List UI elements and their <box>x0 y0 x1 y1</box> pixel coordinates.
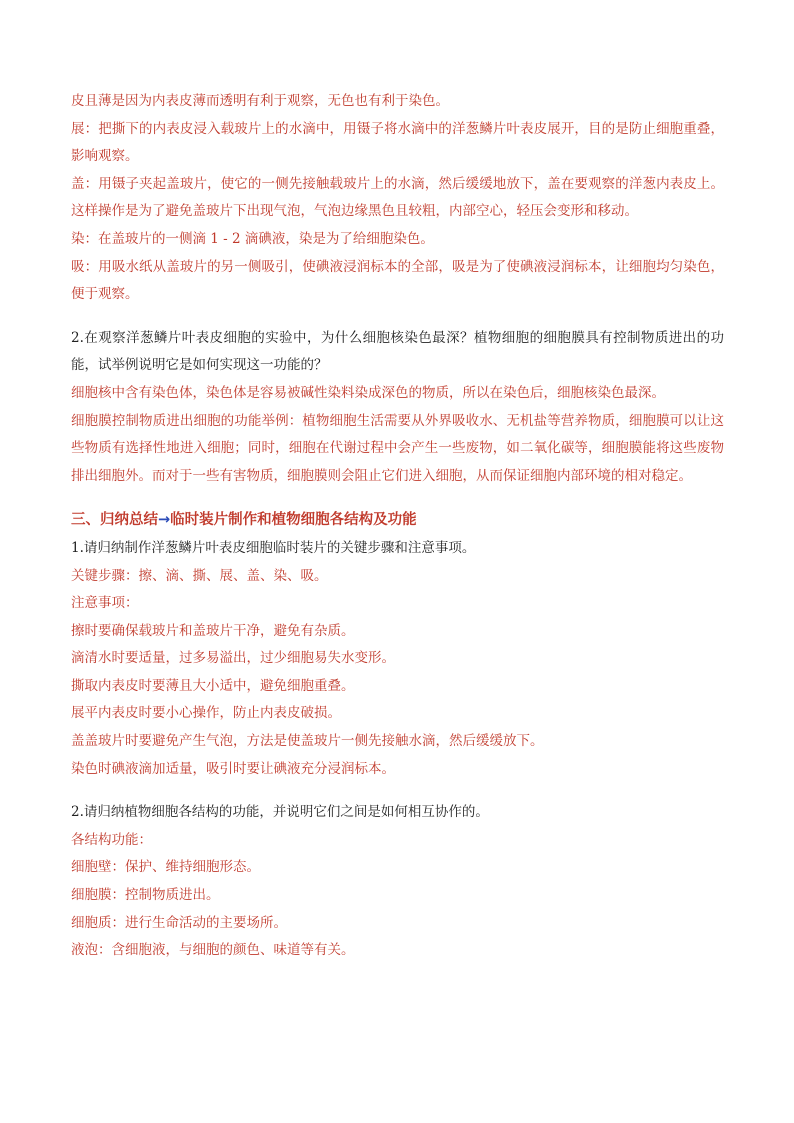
section-heading-prefix: 三、归纳总结 <box>71 512 158 529</box>
question-2-text: 2.在观察洋葱鳞片叶表皮细胞的实验中，为什么细胞核染色最深？植物细胞的细胞膜具有控制物质进出的功能，试举例说明它是如何实现这一功能的？ <box>71 329 724 374</box>
section-question-1: 1.请归纳制作洋葱鳞片叶表皮细胞临时装片的关键步骤和注意事项。 <box>71 539 476 556</box>
answer-line: 注意事项： <box>71 595 139 612</box>
answer-line: 液泡：含细胞液，与细胞的颜色、味道等有关。 <box>71 942 355 959</box>
answer-line: 擦时要确保载玻片和盖玻片干净，避免有杂质。 <box>71 622 355 639</box>
answer-line: 细胞壁：保护、维持细胞形态。 <box>71 859 260 876</box>
answer-line: 撕取内表皮时要薄且大小适中，避免细胞重叠。 <box>71 677 355 694</box>
text-line: 盖：用镊子夹起盖玻片，使它的一侧先接触载玻片上的水滴，然后缓缓地放下，盖在要观察的洋葱内表皮上。这样操作是为了避免盖玻片下出现气泡，气泡边缘黑色且较粗，内部空心，轻压会变形和移动。 <box>71 175 724 220</box>
answer-line: 染色时碘液滴加适量，吸引时要让碘液充分浸润标本。 <box>71 760 395 777</box>
answer-line: 滴清水时要适量，过多易溢出，过少细胞易失水变形。 <box>71 650 395 667</box>
answer-line: 各结构功能： <box>71 831 152 848</box>
text-line: 染：在盖玻片的一侧滴 1 - 2 滴碘液，染是为了给细胞染色。 <box>71 230 434 247</box>
answer-line: 展平内表皮时要小心操作，防止内表皮破损。 <box>71 705 341 722</box>
answer-line: 关键步骤：擦、滴、撕、展、盖、染、吸。 <box>71 567 328 584</box>
text-line: 展：把撕下的内表皮浸入载玻片上的水滴中，用镊子将水滴中的洋葱鳞片叶表皮展开，目的是防止细胞重叠，影响观察。 <box>71 120 724 165</box>
answer-line: 盖盖玻片时要避免产生气泡，方法是使盖玻片一侧先接触水滴，然后缓缓放下。 <box>71 733 544 750</box>
answer-text: 细胞膜控制物质进出细胞的功能举例：植物细胞生活需要从外界吸收水、无机盐等营养物质，细胞膜可以让这些物质有选择性地进入细胞；同时，细胞在代谢过程中会产生一些废物，如二氧化碳等，细胞膜能将这些废物排出细胞外。而对于一些有害物质，细胞膜则会阻止它们进入细胞，从而保证细胞内部环境的相对稳定。 <box>71 412 724 484</box>
section-question-2: 2.请归纳植物细胞各结构的功能，并说明它们之间是如何相互协作的。 <box>71 804 489 821</box>
section-heading-suffix: 临时装片制作和植物细胞各结构及功能 <box>170 512 417 529</box>
answer-line: 细胞膜：控制物质进出。 <box>71 887 220 904</box>
text-line: 吸：用吸水纸从盖玻片的另一侧吸引，使碘液浸润标本的全部，吸是为了使碘液浸润标本，让细胞均匀染色，便于观察。 <box>71 258 724 303</box>
answer-line: 细胞质：进行生命活动的主要场所。 <box>71 914 287 931</box>
arrow-icon: → <box>158 512 171 529</box>
section-heading <box>71 507 724 535</box>
text-line: 皮且薄是因为内表皮薄而透明有利于观察，无色也有利于染色。 <box>71 93 449 109</box>
answer-text: 细胞核中含有染色体，染色体是容易被碱性染料染成深色的物质，所以在染色后，细胞核染色最深。 <box>71 384 665 401</box>
